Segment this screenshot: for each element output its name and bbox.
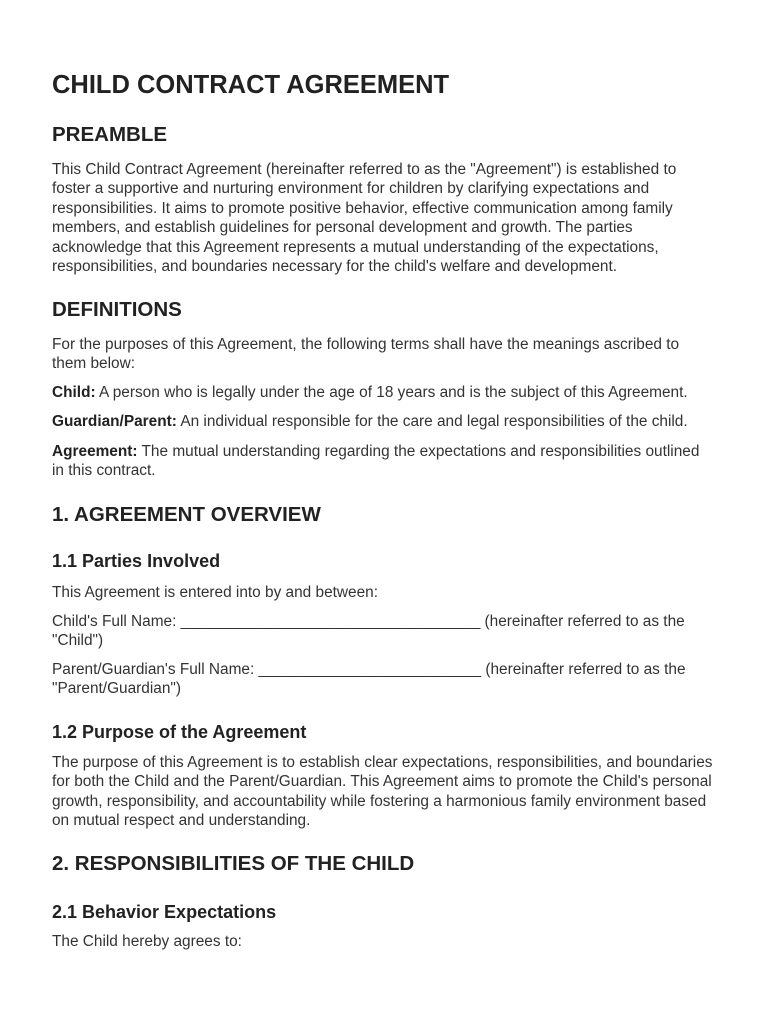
preamble-heading: PREAMBLE <box>52 123 168 146</box>
definition-guardian-parent <box>52 412 688 431</box>
text-line: acknowledge that this Agreement represents a mutual understanding of the expectations, <box>52 238 659 256</box>
behavior-intro <box>52 932 242 951</box>
child-name-field <box>52 612 685 651</box>
purpose-heading: 1.2 Purpose of the Agreement <box>52 722 307 742</box>
text-line: This Agreement is entered into by and between: <box>52 584 378 601</box>
text-line: For the purposes of this Agreement, the following terms shall have the meanings ascribed to <box>52 336 680 353</box>
text-line: Parent/Guardian's Full Name: __________________________ (hereinafter referred to as the <box>52 661 686 678</box>
definition-child <box>52 383 688 402</box>
text-line: "Parent/Guardian") <box>52 680 181 698</box>
text-line: The purpose of this Agreement is to establish clear expectations, responsibilities, and boundaries <box>52 754 713 771</box>
text-line: on mutual respect and understanding. <box>52 812 311 830</box>
text-line <box>52 412 688 431</box>
text-line: for both the Child and the Parent/Guardian. This Agreement aims to promote the Child's personal <box>52 773 712 791</box>
text-line: in this contract. <box>52 462 156 480</box>
definition-agreement <box>52 442 699 481</box>
parent-guardian-name-field <box>52 660 686 699</box>
definition-text: The mutual understanding regarding the expectations and responsibilities outlined <box>141 443 700 460</box>
text-line: This Child Contract Agreement (hereinafter referred to as the "Agreement") is established to <box>52 161 677 178</box>
definitions-heading: DEFINITIONS <box>52 298 182 321</box>
definition-term: Guardian/Parent: <box>52 413 177 430</box>
section-1-heading: 1. AGREEMENT OVERVIEW <box>52 503 321 526</box>
text-line <box>52 383 688 402</box>
text-line: Child's Full Name: ___________________________________ (hereinafter referred to as the <box>52 613 685 630</box>
definition-term: Child: <box>52 384 96 401</box>
definition-term: Agreement: <box>52 443 138 460</box>
parties-involved-heading: 1.1 Parties Involved <box>52 551 221 571</box>
document-title: CHILD CONTRACT AGREEMENT <box>52 71 450 99</box>
section-2-heading: 2. RESPONSIBILITIES OF THE CHILD <box>52 852 415 875</box>
definition-text: A person who is legally under the age of 18 years and is the subject of this Agreement. <box>99 384 688 401</box>
definition-text: An individual responsible for the care and legal responsibilities of the child. <box>180 413 688 430</box>
text-line <box>52 442 699 461</box>
purpose-paragraph <box>52 753 712 831</box>
text-line: "Child") <box>52 632 104 650</box>
text-line: responsibilities. It aims to promote positive behavior, effective communication among family <box>52 199 673 217</box>
text-line: members, and establish guidelines for personal development and growth. The parties <box>52 219 633 237</box>
text-line: foster a supportive and nurturing environment for children by clarifying expectations and <box>52 180 650 198</box>
definitions-intro <box>52 335 679 374</box>
preamble-paragraph <box>52 160 676 277</box>
behavior-expectations-heading: 2.1 Behavior Expectations <box>52 902 277 922</box>
text-line: The Child hereby agrees to: <box>52 933 242 950</box>
text-line: them below: <box>52 355 135 373</box>
text-line: responsibilities, and boundaries necessary for the child's welfare and development. <box>52 258 618 276</box>
text-line: growth, responsibility, and accountability while fostering a harmonious family environment based <box>52 792 707 810</box>
parties-intro <box>52 583 378 602</box>
